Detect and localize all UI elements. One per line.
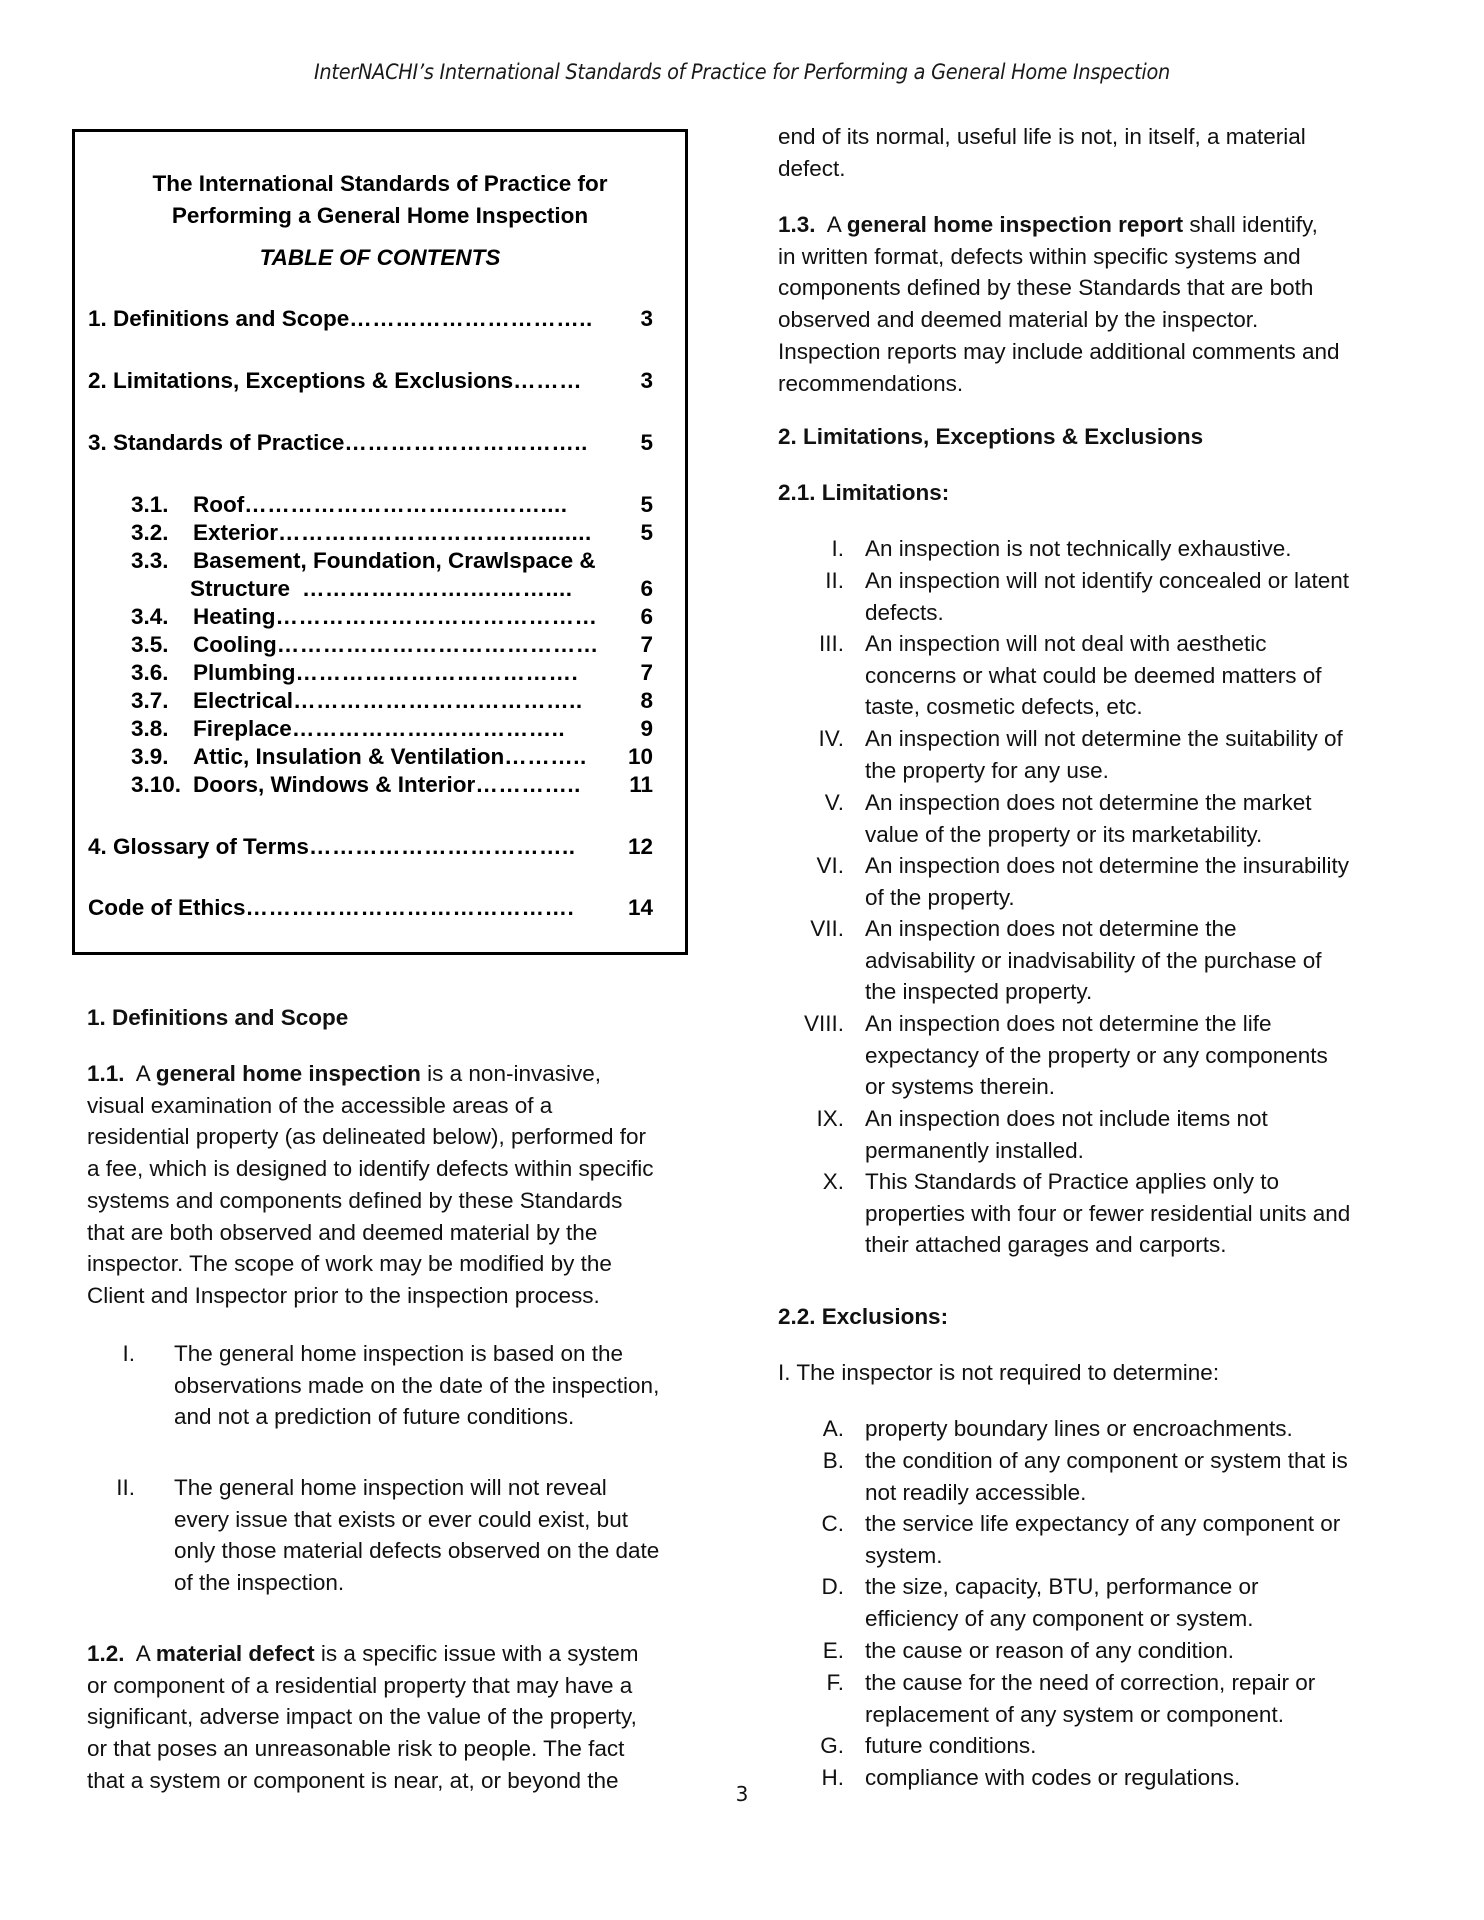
toc-subentry[interactable]: 3.4. Heating …………………………………… 6 [131, 604, 653, 629]
list-marker: I. [122, 1341, 135, 1366]
toc-subentry[interactable]: 3.2. Exterior ……………………………......... 5 [131, 520, 653, 545]
toc-title-line-2: Performing a General Home Inspection [171, 203, 589, 228]
toc-entry[interactable]: 3. Standards of Practice ………………………….. 5 [88, 430, 653, 455]
toc-subentry[interactable]: 3.9. Attic, Insulation & Ventilation ……….. 10 [131, 744, 653, 769]
document-page: InterNACHI’s International Standards of Practice for Performing a General Home Inspection The International Standards of Practice for Performing a General Home Inspection TABLE OF CONTENTS 1. Definitions and Scope ………………………….. 3 2. Limitations, Exceptions & Exclusions ……… 3 3. Standards of Practice ………………………….. 5 3.1. Roof ………………………..….…….... 5 3.2. Exterior ……………………………......... 5 3.3. Basement, Foundation, Crawlspace & Structure ………………….….…….... 6 3.4. Heating …………………………………… 6 3.5. Cooling …………………………………… 7 3.6. Plumbing ………………………………. 7 3.7. Electrical ……………………………….. 8 3.8. Fireplace ……………….…………….. 9 3.9. Attic, Insulation & Ventilation ……….. 10 3.10. Doors, Windows & Interior ………….. 11 4. Glossary of Terms …………………………….. 12 Code of Ethics ……………………………………. 14 1. Definitions and Scope 1.1. A general home inspection is a non-invasive, visual examination of the accessible areas of a residential property (as delineated below), performed for a fee, which is designed to identify defects within specific systems and components defined by these Standards that are both observed and deemed material by the inspector. The scope of work may be modified by the Client and Inspector prior to the inspection process. I. The general home inspection is based on the observations made on the date of the inspection, and not a prediction of future conditions. II. The general home inspection will not reveal every issue that exists or ever could exist, but only those material defects observed on the date of the inspection. 1.2. A material defect is a specific issue with a system or component of a residential property that may have a significant, adverse impact on the value of the property, or that poses an unreasonable risk to people. The fact that a system or component is near, at, or beyond the end of its normal, useful life is not, in itself, a material defect. 1.3. A general home inspection report shall identify, in written format, defects within specific systems and components defined by these Standards that are both observed and deemed material by the inspector. Inspection reports may include additional comments and recommendations. 2. Limitations, Exceptions & Exclusions 2.1. Limitations: I. An inspection is not technically exhaustive. II. An inspection will not identify concealed or latent defects. III. An inspection will not deal with aesthetic concerns or what could be deemed matters of taste, cosmetic defects, etc. IV. An inspection will not determine the suitability of the property for any use. V. An inspection does not determine the market value of the property or its marketability. VI. An inspection does not determine the insurability of the property. VII. An inspection does not determine the advisability or inadvisability of the purchase of the inspected property. VIII. An inspection does not determine the life expectancy of the property or any components or systems therein. IX. An inspection does not include items not permanently installed. X. This Standards of Practice applies only to properties with four or fewer residential units and their attached garages and carports. 2.2. Exclusions: I. The inspector is not required to determine: A. property boundary lines or encroachments. B. the condition of any component or system that is not readily accessible. C. the service life expectancy of any component or system. D. the size, capacity, BTU, performance or efficiency of any component or system. E. the cause or reason of any condition. F. the cause for the need of correction, repair or replacement of any system or component. G. future conditions. H. compliance with codes or regulations. 3 [0, 0, 1484, 1920]
table-of-contents-box [72, 129, 688, 955]
toc-page-number: 14 [627, 895, 653, 920]
list-marker: II. [116, 1475, 135, 1500]
exclusions-intro: I. The inspector is not required to determine: [778, 1360, 1220, 1385]
toc-title-line-1: The International Standards of Practice for [152, 171, 608, 196]
paragraph-1-2-continued: end of its normal, useful life is not, in itself, a material defect. [778, 124, 1306, 181]
toc-subentry[interactable]: 3.3. Basement, Foundation, Crawlspace & [131, 548, 596, 573]
toc-subentry[interactable]: 3.10. Doors, Windows & Interior ………….. 11 [131, 772, 653, 797]
toc-page-number: 12 [627, 834, 653, 859]
toc-subentry[interactable]: 3.7. Electrical ……………………………….. 8 [131, 688, 653, 713]
toc-entry[interactable]: 2. Limitations, Exceptions & Exclusions ……… 3 [88, 368, 653, 393]
toc-subentry-continuation[interactable]: Structure ………………….….…….... 6 [190, 576, 653, 601]
toc-entry[interactable]: 4. Glossary of Terms …………………………….. 12 [88, 834, 653, 859]
toc-heading: TABLE OF CONTENTS [259, 245, 501, 270]
paragraph-1-1: 1.1. A general home inspection is a non-invasive, visual examination of the accessible areas of a residential property (as delineated below), performed for a fee, which is designed to identify defects within specific systems and components defined by these Standards that are both observed and deemed material by the inspector. The scope of work may be modified by the Client and Inspector prior to the inspection process. [87, 1061, 654, 1308]
toc-subentry[interactable]: 3.8. Fireplace ……………….…………….. 9 [131, 716, 653, 741]
toc-subentry[interactable]: 3.1. Roof ………………………..….…….... 5 [131, 492, 653, 517]
defined-term: material defect [155, 1641, 315, 1666]
section-heading-definitions: 1. Definitions and Scope [87, 1005, 349, 1030]
paragraph-1-2: 1.2. A material defect is a specific issue with a system or component of a residential property that may have a significant, adverse impact on the value of the property, or that poses an unreasonable risk to people. The fact that a system or component is near, at, or beyond the [87, 1641, 639, 1793]
toc-subentry[interactable]: 3.6. Plumbing ………………………………. 7 [131, 660, 653, 685]
subsection-heading-limitations: 2.1. Limitations: [778, 480, 950, 505]
paragraph-1-3: 1.3. A general home inspection report shall identify, in written format, defects within specific systems and components defined by these Standards that are both observed and deemed material by the inspector. Inspection reports may include additional comments and recommendations. [778, 212, 1340, 396]
subsection-heading-exclusions: 2.2. Exclusions: [778, 1304, 949, 1329]
defined-term: general home inspection [155, 1061, 421, 1086]
toc-page-number: 5 [640, 430, 653, 455]
toc-page-number: 3 [640, 368, 653, 393]
toc-subentry[interactable]: 3.5. Cooling …………………………………… 7 [131, 632, 653, 657]
toc-entry[interactable]: 1. Definitions and Scope ………………………….. 3 [88, 306, 653, 331]
toc-page-number: 3 [640, 306, 653, 331]
running-header: InterNACHI’s International Standards of Practice for Performing a General Home Inspection [313, 60, 1170, 84]
section-heading-limitations: 2. Limitations, Exceptions & Exclusions [778, 424, 1204, 449]
toc-entry[interactable]: Code of Ethics ……………………………………. 14 [88, 895, 653, 920]
page-number: 3 [735, 1782, 749, 1806]
defined-term: general home inspection report [846, 212, 1184, 237]
